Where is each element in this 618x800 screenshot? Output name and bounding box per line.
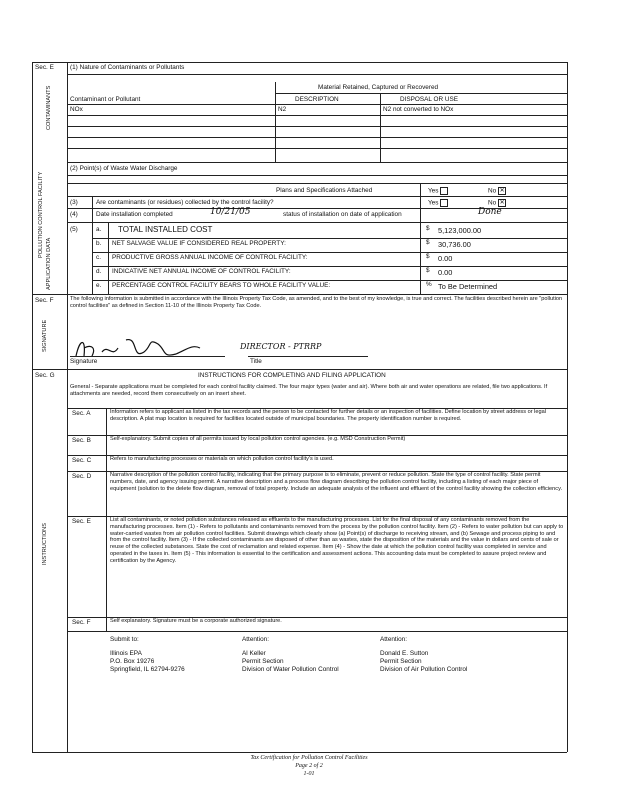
cost-item-label: TOTAL INSTALLED COST xyxy=(118,225,213,234)
currency-symbol: % xyxy=(426,281,432,288)
subsection-text: List all contaminants, or noted pollution substances released as effluents to the manufacturing processes. List for the final disposal of any contaminants removed from the manufacturing processes. Item (1) - Refers to pollutants and contaminants removed from the process by the pollution control facility. Item (2) - Refers to water pollution but can apply to water-carried wastes from air pollution control facilities. Submit drawings which clearly show (a) Point(s) of discharge to receiving stream, and (b) Sewage and process piping to and from the control facility. Item (3) - If the collected contaminants are disposed of other than as wastes, state the disposition of the materials and the value in dollars and cents of sale or reuse of the collected substances. State the cost of reclamation and related expense. Item (4) - Show the date at which the pollution control facility was completed in service and operated in the taxes in. Item (5) - This information is essential to the certification and assessment actions. This accounting data must be completed to assure project review and certification by the Agency. xyxy=(110,517,564,564)
contaminant-cell: NOx xyxy=(70,106,83,113)
plans-yes-checkbox[interactable] xyxy=(440,187,448,195)
q3-no-checkbox[interactable]: ✕ xyxy=(499,200,505,206)
subsection-text: Self-explanatory. Submit copies of all permits issued by local pollution control agencies. (e.g. MSD Construction Permit) xyxy=(110,436,406,442)
q4-num: (4) xyxy=(70,211,78,218)
attention-label-1: Attention: xyxy=(242,636,270,643)
disposal-cell: N2 not converted to NOx xyxy=(383,106,454,113)
q4-date-label: Date installation completed xyxy=(96,211,173,218)
material-header: Material Retained, Captured or Recovered xyxy=(318,84,439,91)
q3-yes[interactable] xyxy=(428,199,448,207)
plans-no-checkbox[interactable]: ✕ xyxy=(499,188,505,194)
q3-no-label: No xyxy=(488,199,497,207)
cost-item-letter: e. xyxy=(96,282,102,289)
col-description-header: DESCRIPTION xyxy=(295,96,339,103)
row-divider xyxy=(92,252,567,253)
q3-yes-label: Yes xyxy=(428,199,439,207)
cost-item-label: NET SALVAGE VALUE IF CONSIDERED REAL PROPERTY: xyxy=(112,240,286,247)
address-line: Permit Section xyxy=(242,658,284,665)
q3-no[interactable] xyxy=(488,199,506,207)
sec-e-side-label-inner: CONTAMINANTS xyxy=(46,85,52,130)
q4-date-value: 10/21/05 xyxy=(210,207,251,217)
cost-item-value[interactable]: 5,123,000.00 xyxy=(438,226,482,235)
subsection-column-divider xyxy=(106,408,107,631)
footer-line-1: Tax Certification for Pollution Control Facilities xyxy=(250,755,368,761)
q5-num: (5) xyxy=(70,226,78,233)
footer-line-2: Page 2 of 2 xyxy=(295,763,323,769)
instructions-heading: INSTRUCTIONS FOR COMPLETING AND FILING APPLICATION xyxy=(198,372,386,379)
subsection-label: Sec. E xyxy=(72,518,91,525)
q3-label: Are contaminants (or residues) collected by the control facility? xyxy=(96,199,274,206)
currency-symbol: $ xyxy=(426,267,430,274)
q3-num: (3) xyxy=(70,199,78,206)
cost-item-label: PRODUCTIVE GROSS ANNUAL INCOME OF CONTROL FACILITY: xyxy=(112,254,308,261)
sec-f-text: The following information is submitted in accordance with the Illinois Property Tax Code, as amended, and to the best of my knowledge, is true and correct. The facilities described herein are "pollution control facilities" as defined in Section 11-10 of the Illinois Property Tax Code. xyxy=(70,296,563,309)
subsection-label: Sec. F xyxy=(72,619,91,626)
cost-item-letter: c. xyxy=(96,254,101,261)
col-disposal-header: DISPOSAL OR USE xyxy=(400,96,459,103)
subsection-text: Information refers to applicant as listed in the tax records and the person to be contacted for further details or an inspection of facilities. Define location by street address or legal description. A plat map location is required for facilities located outside of municipal boundaries. The property identification number is required. xyxy=(110,409,546,422)
cost-item-label: PERCENTAGE CONTROL FACILITY BEARS TO WHOLE FACILITY VALUE: xyxy=(112,282,331,289)
address-line: Permit Section xyxy=(380,658,422,665)
cost-item-letter: b. xyxy=(96,240,102,247)
footer-line-3: 1-01 xyxy=(303,771,315,777)
plans-no[interactable] xyxy=(488,187,506,195)
currency-symbol: $ xyxy=(426,239,430,246)
cost-item-value[interactable]: 0.00 xyxy=(438,268,453,277)
submit-to-label: Submit to: xyxy=(110,636,139,643)
q4-status-value: Done xyxy=(478,207,502,217)
signature-label: Signature xyxy=(70,358,98,365)
cost-item-label: INDICATIVE NET ANNUAL INCOME OF CONTROL FACILITY: xyxy=(112,268,291,275)
cost-item-letter: a. xyxy=(96,226,102,233)
address-line: Division of Air Pollution Control xyxy=(380,666,468,673)
currency-symbol: $ xyxy=(426,253,430,260)
col-contaminant-header: Contaminant or Pollutant xyxy=(70,96,141,103)
sec-e-side-label-outer: POLLUTION CONTROL FACILITY xyxy=(38,171,44,258)
q4-status-label: status of installation on date of application xyxy=(283,211,402,218)
subsection-text: Narrative description of the pollution control facility, indicating that the primary purpose is to eliminate, prevent or reduce pollution. State the type of control facility. State permit numbers, date, and agency issuing permit. A narrative description and a process flow diagram describing the pollution control facility, including a listing of each major piece of equipment (solution to the delete flow diagram, removal of total property. Include an adequate analysis of the influent and effluent of the control facility showing the collection efficiency. xyxy=(110,472,563,492)
cost-item-letter: d. xyxy=(96,268,102,275)
cost-item-value[interactable]: 30,736.00 xyxy=(438,240,471,249)
sec-e-side-label-app: APPLICATION DATA xyxy=(46,237,52,290)
subsection-divider xyxy=(67,631,567,632)
sec-g-side-label: INSTRUCTIONS xyxy=(42,523,48,565)
address-line: P.O. Box 19276 xyxy=(110,658,155,665)
q2-label: (2) Point(s) of Waste Water Discharge xyxy=(70,165,178,172)
subsection-label: Sec. A xyxy=(72,410,91,417)
sec-g-label: Sec. G xyxy=(35,372,55,379)
row-divider xyxy=(92,238,567,239)
address-line: Illinois EPA xyxy=(110,650,142,657)
subsection-label: Sec. C xyxy=(72,457,92,464)
description-cell: N2 xyxy=(278,106,287,113)
cost-item-value[interactable]: 0.00 xyxy=(438,254,453,263)
attention-label-2: Attention: xyxy=(380,636,408,643)
title-value: DIRECTOR - PTRRP xyxy=(240,342,322,351)
cost-item-value[interactable]: To Be Determined xyxy=(438,282,498,291)
subsection-label: Sec. D xyxy=(72,473,92,480)
subsection-text: Self explanatory. Signature must be a corporate authorized signature. xyxy=(110,618,282,624)
address-line: Division of Water Pollution Control xyxy=(242,666,339,673)
title-label: Title xyxy=(250,358,262,365)
sec-f-side-label: SIGNATURE xyxy=(42,319,48,352)
general-instructions: General - Separate applications must be completed for each control facility claimed. The four major types (water and air). Where both air and water operations are related, file two applications. If attachments are needed, record them consecutively on an insert sheet. xyxy=(70,384,548,397)
address-line: Donald E. Sutton xyxy=(380,650,429,657)
sec-e-label: Sec. E xyxy=(35,64,54,71)
address-line: Al Keller xyxy=(242,650,266,657)
plans-yes[interactable] xyxy=(428,187,448,195)
subsection-label: Sec. B xyxy=(72,437,91,444)
currency-symbol: $ xyxy=(426,225,430,232)
q3-yes-checkbox[interactable] xyxy=(440,199,448,207)
plans-attached-label: Plans and Specifications Attached xyxy=(276,187,373,194)
address-line: Springfield, IL 62794-9276 xyxy=(110,666,185,673)
sec-f-label: Sec. F xyxy=(35,297,54,304)
subsection-text: Refers to manufacturing processes or materials on which pollution control facility's is used. xyxy=(110,456,334,462)
plans-yes-label: Yes xyxy=(428,187,439,195)
plans-no-label: No xyxy=(488,187,497,195)
row-divider xyxy=(92,280,567,281)
q1-label: (1) Nature of Contaminants or Pollutants xyxy=(70,64,185,71)
row-divider xyxy=(92,266,567,267)
